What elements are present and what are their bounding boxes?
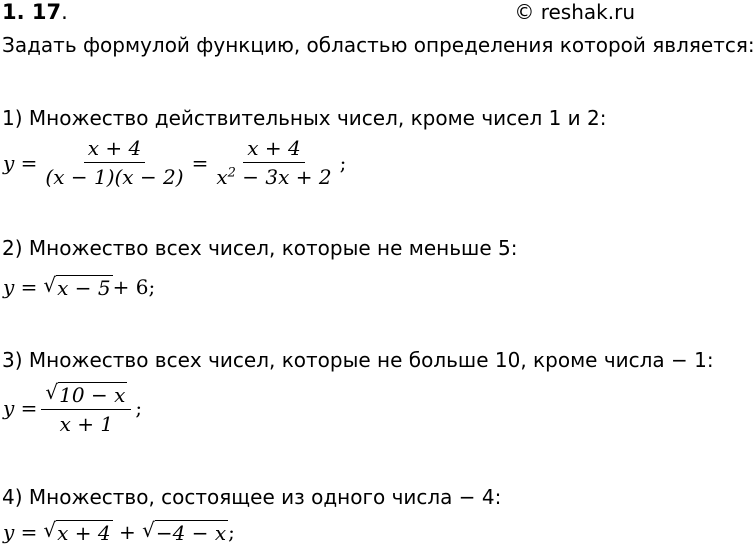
sqrt: [43, 273, 112, 300]
radical-sign-icon: √: [45, 380, 59, 404]
semicolon: ;: [228, 519, 235, 544]
sqrt-2: [142, 518, 228, 545]
semicolon: ;: [135, 396, 143, 420]
problem-number-value: 1. 17: [2, 0, 62, 24]
fraction-3-numerator: [41, 380, 131, 410]
problem-number: [2, 0, 68, 24]
item-3-label: 3) Множество всех чисел, которые не больше 10, кроме числа − 1:: [2, 348, 714, 372]
item-2-label: 2) Множество всех чисел, которые не меньше 5:: [2, 236, 518, 260]
watermark: © reshak.ru: [514, 0, 635, 24]
den-exponent: 2: [227, 165, 236, 181]
task-statement: Задать формулой функцию, областью определения которой является:: [2, 33, 755, 57]
formula-lhs: y =: [3, 274, 38, 299]
radical-sign-icon: √: [43, 273, 57, 297]
formula-rest: + 6;: [112, 274, 156, 299]
radicand: 10 − x: [59, 383, 126, 407]
item-3-formula: [3, 380, 142, 436]
fraction-2-denominator: [212, 163, 335, 189]
sqrt-1: [43, 518, 112, 545]
formula-lhs: y =: [3, 150, 38, 175]
radicand: x − 5: [57, 276, 111, 300]
item-4-label: 4) Множество, состоящее из одного числа − 4:: [2, 485, 502, 509]
formula-lhs: y =: [3, 519, 38, 544]
formula-lhs: y =: [3, 396, 38, 420]
fraction-1-denominator: (x − 1)(x − 2): [45, 165, 184, 189]
den-rest: − 3x + 2: [235, 165, 332, 189]
radical-sign-icon: √: [142, 518, 155, 542]
equals-sign: =: [191, 150, 209, 175]
item-4-formula: [3, 518, 235, 545]
radical-sign-icon: √: [43, 518, 57, 542]
item-1-formula: [3, 136, 346, 189]
fraction-2: [212, 136, 335, 189]
den-x: x: [216, 165, 228, 189]
radicand-1: x + 4: [57, 521, 111, 545]
fraction-3: [41, 380, 131, 436]
fraction-2-numerator: x + 4: [243, 136, 304, 163]
fraction-1-numerator: x + 4: [84, 136, 145, 163]
problem-number-dot: .: [61, 0, 68, 24]
plus-sign: +: [112, 519, 143, 544]
fraction-1: [41, 136, 187, 189]
semicolon: ;: [339, 150, 347, 175]
item-2-formula: [3, 273, 155, 300]
item-1-label: 1) Множество действительных чисел, кроме чисел 1 и 2:: [2, 106, 607, 130]
fraction-3-denominator: x + 1: [59, 412, 114, 436]
radicand-2: −4 − x: [155, 521, 227, 545]
